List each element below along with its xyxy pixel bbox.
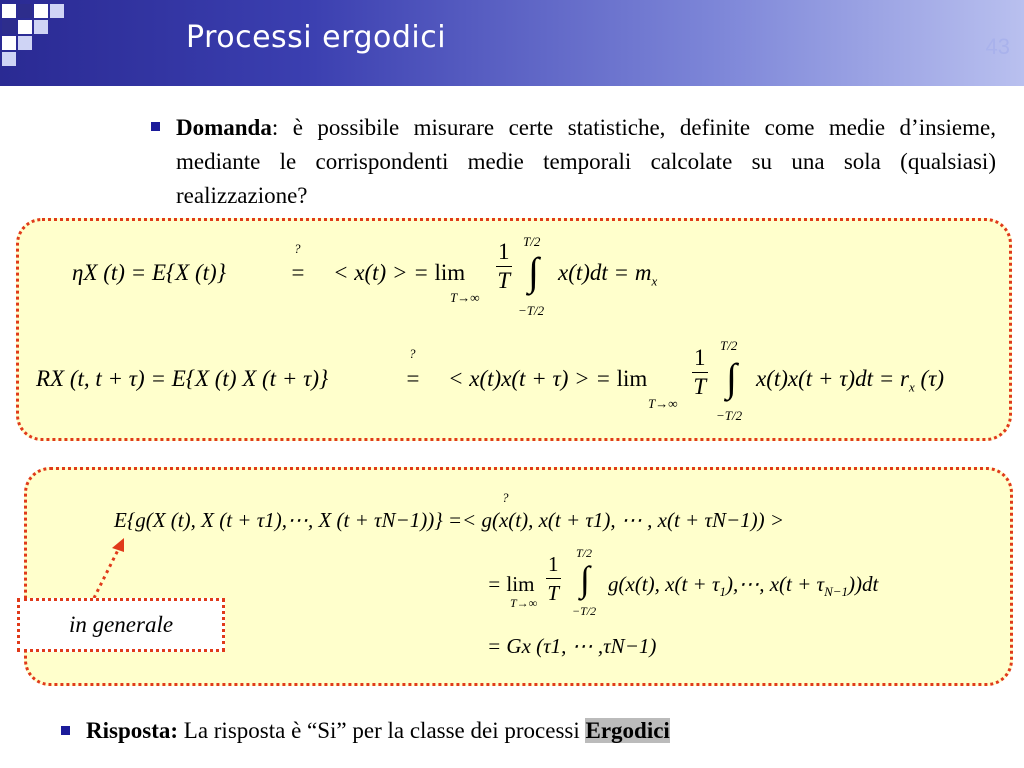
formula-general-lim: = lim xyxy=(487,572,535,596)
fraction-one-over-t-2: $\frac{1}{T}$ xyxy=(693,345,707,399)
lim-subscript-3: T→∞ xyxy=(510,596,538,610)
integral-icon-2: ∫ xyxy=(726,355,737,400)
question-mark-2: ? xyxy=(409,346,416,361)
upper-limit-3: T/2 xyxy=(576,546,593,560)
answer-paragraph xyxy=(86,714,986,748)
lim-subscript-2: T→∞ xyxy=(648,396,678,411)
lower-limit: −T/2 xyxy=(518,303,545,318)
answer-text: La risposta è “Si” per la classe dei processi xyxy=(178,718,586,743)
question-text: : è possibile misurare certe statistiche, definite come medie d’insieme, mediante le corrispondenti medie temporali calcolate su una sola (qualsiasi) realizzazione? xyxy=(176,115,996,208)
formula-general-line2: g(x(t), $x(t + \tau_1),\cdots$, $x(t + \tau_{N-1}))dt$ xyxy=(608,572,879,600)
bullet-square-icon-2 xyxy=(61,726,70,735)
slide-title: Processi ergodici xyxy=(186,20,447,55)
logo-squares-icon xyxy=(0,0,90,86)
page-number: 43 xyxy=(985,34,1010,59)
formula-autocorr-lhs: RX (t, t + τ) = E{X (t) X (t + τ)} xyxy=(36,366,329,391)
question-paragraph xyxy=(176,111,996,213)
formula-autocorr-integrand: $x(t)x(t + \tau)dt = r_x$ (τ) xyxy=(756,366,945,395)
fraction-one-over-t: $\frac{1}{T}$ xyxy=(497,239,511,293)
bullet-square-icon xyxy=(151,122,160,131)
formula-box-mean-autocorrelation xyxy=(16,218,1012,441)
formula-mean-lhs: ηX (t) = E{X (t)} xyxy=(72,260,226,285)
equals-sign-2: = xyxy=(405,366,421,391)
lower-limit-3: −T/2 xyxy=(572,604,597,618)
integral-icon-3: ∫ xyxy=(580,559,590,599)
formula-mean-integrand: $x(t)dt = m_x$ xyxy=(558,260,658,289)
formula-autocorr-rhs-lim: < x(t)x(t + τ) > = lim xyxy=(448,366,648,391)
equals-sign: = xyxy=(290,260,306,285)
upper-limit-2: T/2 xyxy=(720,338,738,353)
lim-subscript: T→∞ xyxy=(450,290,480,305)
formula-mean-rhs-lim: < x(t) > = lim xyxy=(333,260,466,285)
formula-general-line1: E{g(X (t), X (t + τ1),⋯, X (t + τN−1))} =< g(x(t), x(t + τ1), ⋯ , x(t + τN−1)) > xyxy=(114,508,785,532)
answer-label: Risposta: xyxy=(86,718,179,743)
callout-in-generale: in generale xyxy=(17,598,225,652)
answer-highlight: Ergodici xyxy=(585,718,670,743)
integral-icon: ∫ xyxy=(528,249,539,294)
question-label: Domanda xyxy=(176,115,272,140)
fraction-one-over-t-3: $\frac{1}{T}$ xyxy=(547,552,560,605)
callout-arrow-icon xyxy=(84,536,132,600)
question-mark: ? xyxy=(294,241,301,256)
formula-general-line3: = Gx (τ1, ⋯ ,τN−1) xyxy=(487,634,657,658)
upper-limit: T/2 xyxy=(523,234,541,249)
lower-limit-2: −T/2 xyxy=(716,408,743,423)
slide-header xyxy=(0,0,1024,86)
question-mark-3: ? xyxy=(502,490,509,505)
